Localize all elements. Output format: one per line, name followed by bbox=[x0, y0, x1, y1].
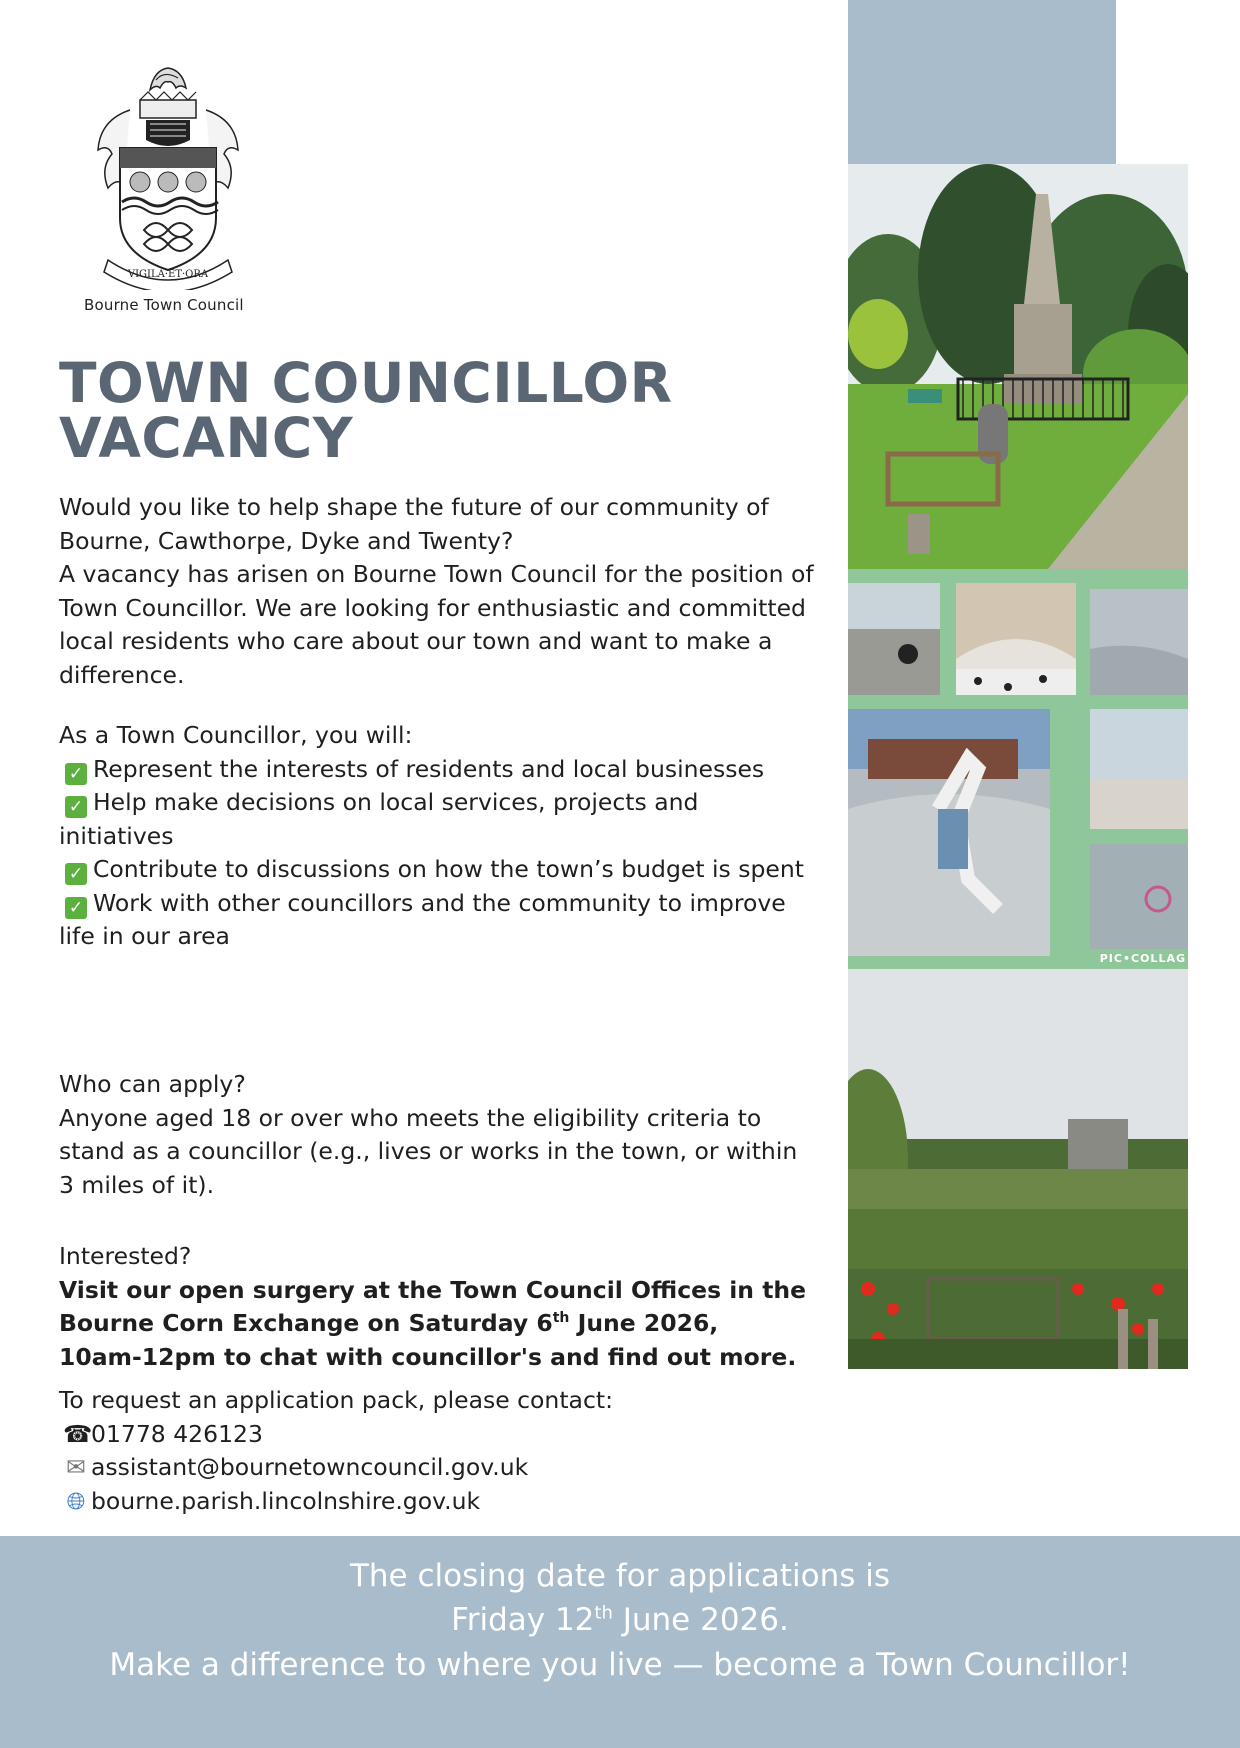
duties-heading: As a Town Councillor, you will: bbox=[59, 721, 413, 749]
surgery-date-text: Bourne Corn Exchange on Saturday 6 bbox=[59, 1309, 553, 1337]
decorative-blue-block bbox=[848, 0, 1116, 164]
motto-text: VIGILA·ET·ORA bbox=[127, 269, 209, 280]
title-line-1: TOWN COUNCILLOR bbox=[59, 351, 673, 415]
intro-body: A vacancy has arisen on Bourne Town Council for the position of Town Councillor. We are looking for enthusiastic and committed local residents who care about our town and want to make a difference. bbox=[59, 560, 814, 689]
phone-icon: ☎ bbox=[63, 1419, 93, 1448]
globe-icon: 🌐︎ bbox=[66, 1486, 86, 1515]
page-title bbox=[59, 351, 819, 470]
council-name: Bourne Town Council bbox=[84, 296, 244, 314]
ordinal-suffix: th bbox=[594, 1602, 613, 1624]
intro-question: Would you like to help shape the future of our community of Bourne, Cawthorpe, Dyke and Twenty? bbox=[59, 493, 769, 555]
duty-item bbox=[59, 753, 819, 787]
duty-text: Represent the interests of residents and local businesses bbox=[93, 754, 765, 783]
skatepark-photo-collage bbox=[848, 569, 1188, 969]
eligibility-body: Anyone aged 18 or over who meets the eligibility criteria to stand as a councillor (e.g., lives or works in the town, or within 3 miles of it). bbox=[59, 1103, 798, 1199]
interested-section bbox=[59, 1240, 819, 1374]
duties-section bbox=[59, 719, 819, 954]
duty-text: Work with other councillors and the community to improve life in our area bbox=[59, 888, 786, 950]
closing-date-text: Friday 12 bbox=[451, 1602, 595, 1638]
check-mark-icon: ✓ bbox=[65, 796, 87, 818]
check-mark-icon: ✓ bbox=[65, 763, 87, 785]
closing-date-banner bbox=[0, 1536, 1240, 1748]
surgery-line-2 bbox=[59, 1307, 819, 1341]
duty-text: Contribute to discussions on how the town’s budget is spent bbox=[93, 855, 804, 883]
envelope-icon: ✉ bbox=[66, 1453, 86, 1481]
interested-heading: Interested? bbox=[59, 1242, 192, 1270]
closing-date-rest: June 2026. bbox=[612, 1602, 789, 1638]
eligibility-section bbox=[59, 1068, 819, 1202]
contact-heading: To request an application pack, please contact: bbox=[59, 1386, 613, 1414]
allotment-garden-photo bbox=[848, 969, 1188, 1369]
contact-section bbox=[59, 1384, 819, 1518]
duty-text: Help make decisions on local services, projects and initiatives bbox=[59, 788, 699, 850]
ordinal-suffix: th bbox=[552, 1310, 570, 1327]
contact-website-row bbox=[59, 1485, 819, 1519]
surgery-line-3: 10am-12pm to chat with councillor's and find out more. bbox=[59, 1342, 797, 1371]
cemetery-memorial-photo bbox=[848, 164, 1188, 569]
surgery-date-rest: June 2026, bbox=[569, 1309, 719, 1337]
contact-phone[interactable]: 01778 426123 bbox=[91, 1419, 263, 1448]
title-line-2: VACANCY bbox=[59, 406, 354, 470]
eligibility-heading: Who can apply? bbox=[59, 1070, 246, 1098]
closing-date-line-2 bbox=[0, 1600, 1240, 1640]
closing-date-line-1: The closing date for applications is bbox=[349, 1558, 891, 1594]
check-mark-icon: ✓ bbox=[65, 897, 87, 919]
council-crest-logo bbox=[88, 60, 248, 290]
contact-phone-row bbox=[59, 1418, 819, 1452]
contact-email[interactable]: assistant@bournetowncouncil.gov.uk bbox=[91, 1453, 529, 1481]
call-to-action: Make a difference to where you live — become a Town Councillor! bbox=[109, 1647, 1131, 1683]
duty-item bbox=[59, 887, 819, 954]
collage-watermark: PIC•COLLAG bbox=[1099, 952, 1186, 965]
duty-item bbox=[59, 786, 819, 853]
contact-email-row bbox=[59, 1451, 819, 1485]
duty-item bbox=[59, 853, 819, 887]
contact-website[interactable]: bourne.parish.lincolnshire.gov.uk bbox=[91, 1486, 481, 1515]
intro-section bbox=[59, 491, 819, 692]
check-mark-icon: ✓ bbox=[65, 863, 87, 885]
surgery-line-1: Visit our open surgery at the Town Council Offices in the bbox=[59, 1275, 807, 1304]
